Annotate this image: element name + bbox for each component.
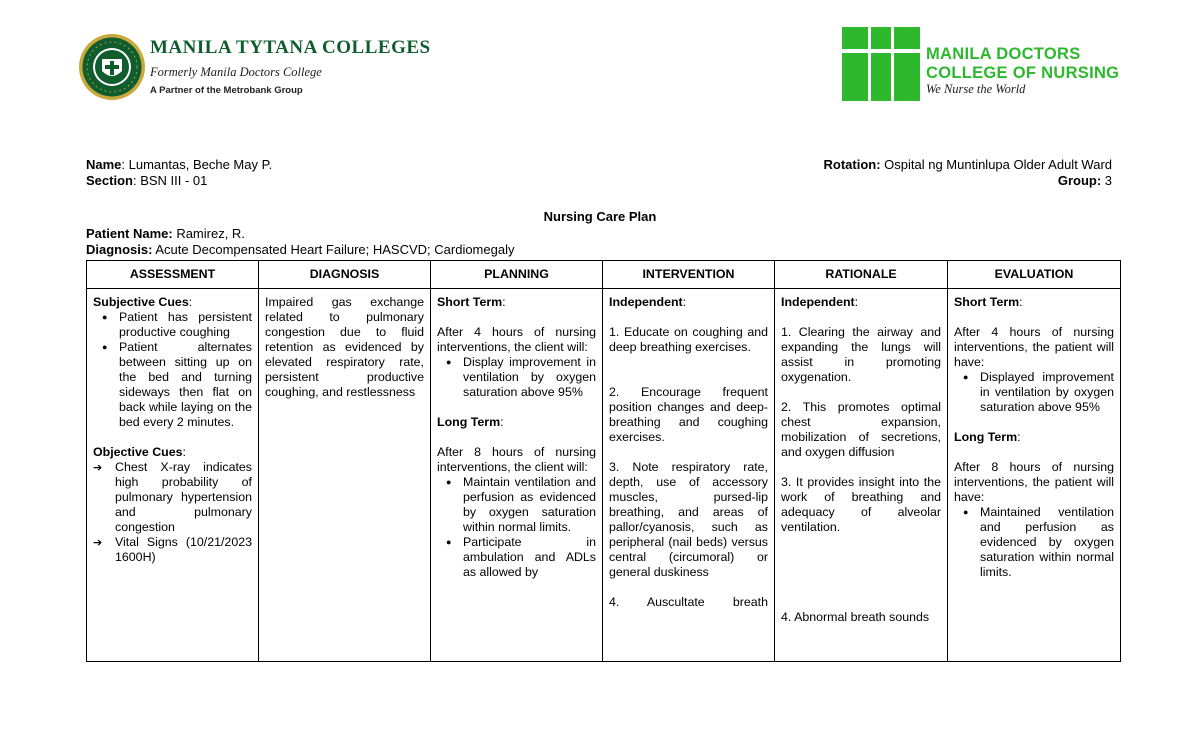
intervention-item-4: 4. Auscultate breath [609, 595, 768, 609]
manila-doctors-logo [842, 27, 1142, 103]
patient-name: Patient Name: Ramirez, R. [86, 226, 245, 241]
green-cross-icon [842, 27, 920, 101]
list-item: ● Participate in ambulation and ADLs as allowed by [437, 535, 596, 580]
objective-cues-list [93, 460, 252, 565]
list-item: ● Patient alternates between sitting up on the bed and turning sideways then flat on back while laying on the bed every 2 minutes. [93, 340, 252, 430]
manila-tytana-logo [78, 33, 438, 103]
subjective-cues-list [93, 310, 252, 430]
rationale-item-4: 4. Abnormal breath sounds [781, 610, 930, 624]
planning-short-term-label: Short Term: [437, 295, 506, 309]
evaluation-cell [948, 289, 1121, 662]
mdc-title-line2: COLLEGE OF NURSING [926, 64, 1120, 82]
header-intervention: INTERVENTION [603, 261, 775, 289]
header-rationale: RATIONALE [775, 261, 948, 289]
table-header-row [87, 261, 1121, 289]
planning-short-term-list [437, 355, 596, 400]
rotation: Rotation: Ospital ng Muntinlupa Older Adult Ward [823, 157, 1112, 172]
list-item: ➔ Vital Signs (10/21/2023 1600H) [93, 535, 252, 565]
planning-short-term-intro: After 4 hours of nursing interventions, the client will: [437, 325, 596, 354]
rationale-independent-label: Independent: [781, 295, 859, 309]
list-item: ● Display improvement in ventilation by oxygen saturation above 95% [437, 355, 596, 400]
intervention-item-3: 3. Note respiratory rate, depth, use of accessory muscles, pursed-lip breathing, and areas of pallor/cyanosis, such as peripheral (nail beds) versus central (circumoral) or general duskiness [609, 460, 768, 579]
intervention-item-1: 1. Educate on coughing and deep breathing exercises. [609, 325, 768, 354]
objective-cues-label: Objective Cues: [93, 445, 186, 459]
header-evaluation: EVALUATION [948, 261, 1121, 289]
header-assessment: ASSESSMENT [87, 261, 259, 289]
diagnosis-text: Impaired gas exchange related to pulmonary congestion due to fluid retention as evidenced by elevated respiratory rate, persistent productive coughing, and restlessness [265, 295, 424, 399]
student-section: Section: BSN III - 01 [86, 173, 208, 188]
rationale-cell [775, 289, 948, 662]
list-item: ● Displayed improvement in ventilation by oxygen saturation above 95% [954, 370, 1114, 415]
list-item: ● Maintained ventilation and perfusion as evidenced by oxygen saturation within normal limits. [954, 505, 1114, 580]
diagnosis-line: Diagnosis: Acute Decompensated Heart Failure; HASCVD; Cardiomegaly [86, 242, 515, 257]
mtc-title: MANILA TYTANA COLLEGES [150, 37, 431, 58]
header-diagnosis: DIAGNOSIS [259, 261, 431, 289]
evaluation-short-term-list [954, 370, 1114, 415]
rationale-item-3: 3. It provides insight into the work of breathing and adequacy of alveolar ventilation. [781, 475, 941, 534]
intervention-cell [603, 289, 775, 662]
subjective-cues-label: Subjective Cues: [93, 295, 193, 309]
mdc-tagline: We Nurse the World [926, 82, 1026, 96]
rationale-item-1: 1. Clearing the airway and expanding the lungs will assist in promoting oxygenation. [781, 325, 941, 384]
planning-long-term-list [437, 475, 596, 580]
evaluation-short-term-intro: After 4 hours of nursing interventions, the patient will have: [954, 325, 1114, 369]
diagnosis-cell [259, 289, 431, 662]
evaluation-short-term-label: Short Term: [954, 295, 1023, 309]
list-item: ● Patient has persistent productive coughing [93, 310, 252, 340]
evaluation-long-term-list [954, 505, 1114, 580]
college-seal-icon [78, 33, 146, 101]
list-item: ● Maintain ventilation and perfusion as evidenced by oxygen saturation within normal limits. [437, 475, 596, 535]
planning-long-term-label: Long Term: [437, 415, 504, 429]
group: Group: 3 [1057, 173, 1112, 188]
planning-cell [431, 289, 603, 662]
mtc-subtitle: Formerly Manila Doctors College [150, 65, 322, 79]
mtc-partner: A Partner of the Metrobank Group [150, 85, 303, 96]
mdc-title-line1: MANILA DOCTORS [926, 45, 1081, 63]
evaluation-long-term-intro: After 8 hours of nursing interventions, the patient will have: [954, 460, 1114, 504]
planning-long-term-intro: After 8 hours of nursing interventions, the client will: [437, 445, 596, 474]
rationale-item-2: 2. This promotes optimal chest expansion, mobilization of secretions, and oxygen diffusion [781, 400, 941, 459]
nursing-care-plan-table [86, 260, 1121, 662]
intervention-item-2: 2. Encourage frequent position changes and deep-breathing and coughing exercises. [609, 385, 768, 444]
document-title: Nursing Care Plan [543, 209, 657, 224]
student-name: Name: Lumantas, Beche May P. [86, 157, 273, 172]
header-planning: PLANNING [431, 261, 603, 289]
list-item: ➔ Chest X-ray indicates high probability of pulmonary hypertension and pulmonary congestion [93, 460, 252, 535]
table-row [87, 289, 1121, 662]
intervention-independent-label: Independent: [609, 295, 687, 309]
assessment-cell [87, 289, 259, 662]
evaluation-long-term-label: Long Term: [954, 430, 1021, 444]
